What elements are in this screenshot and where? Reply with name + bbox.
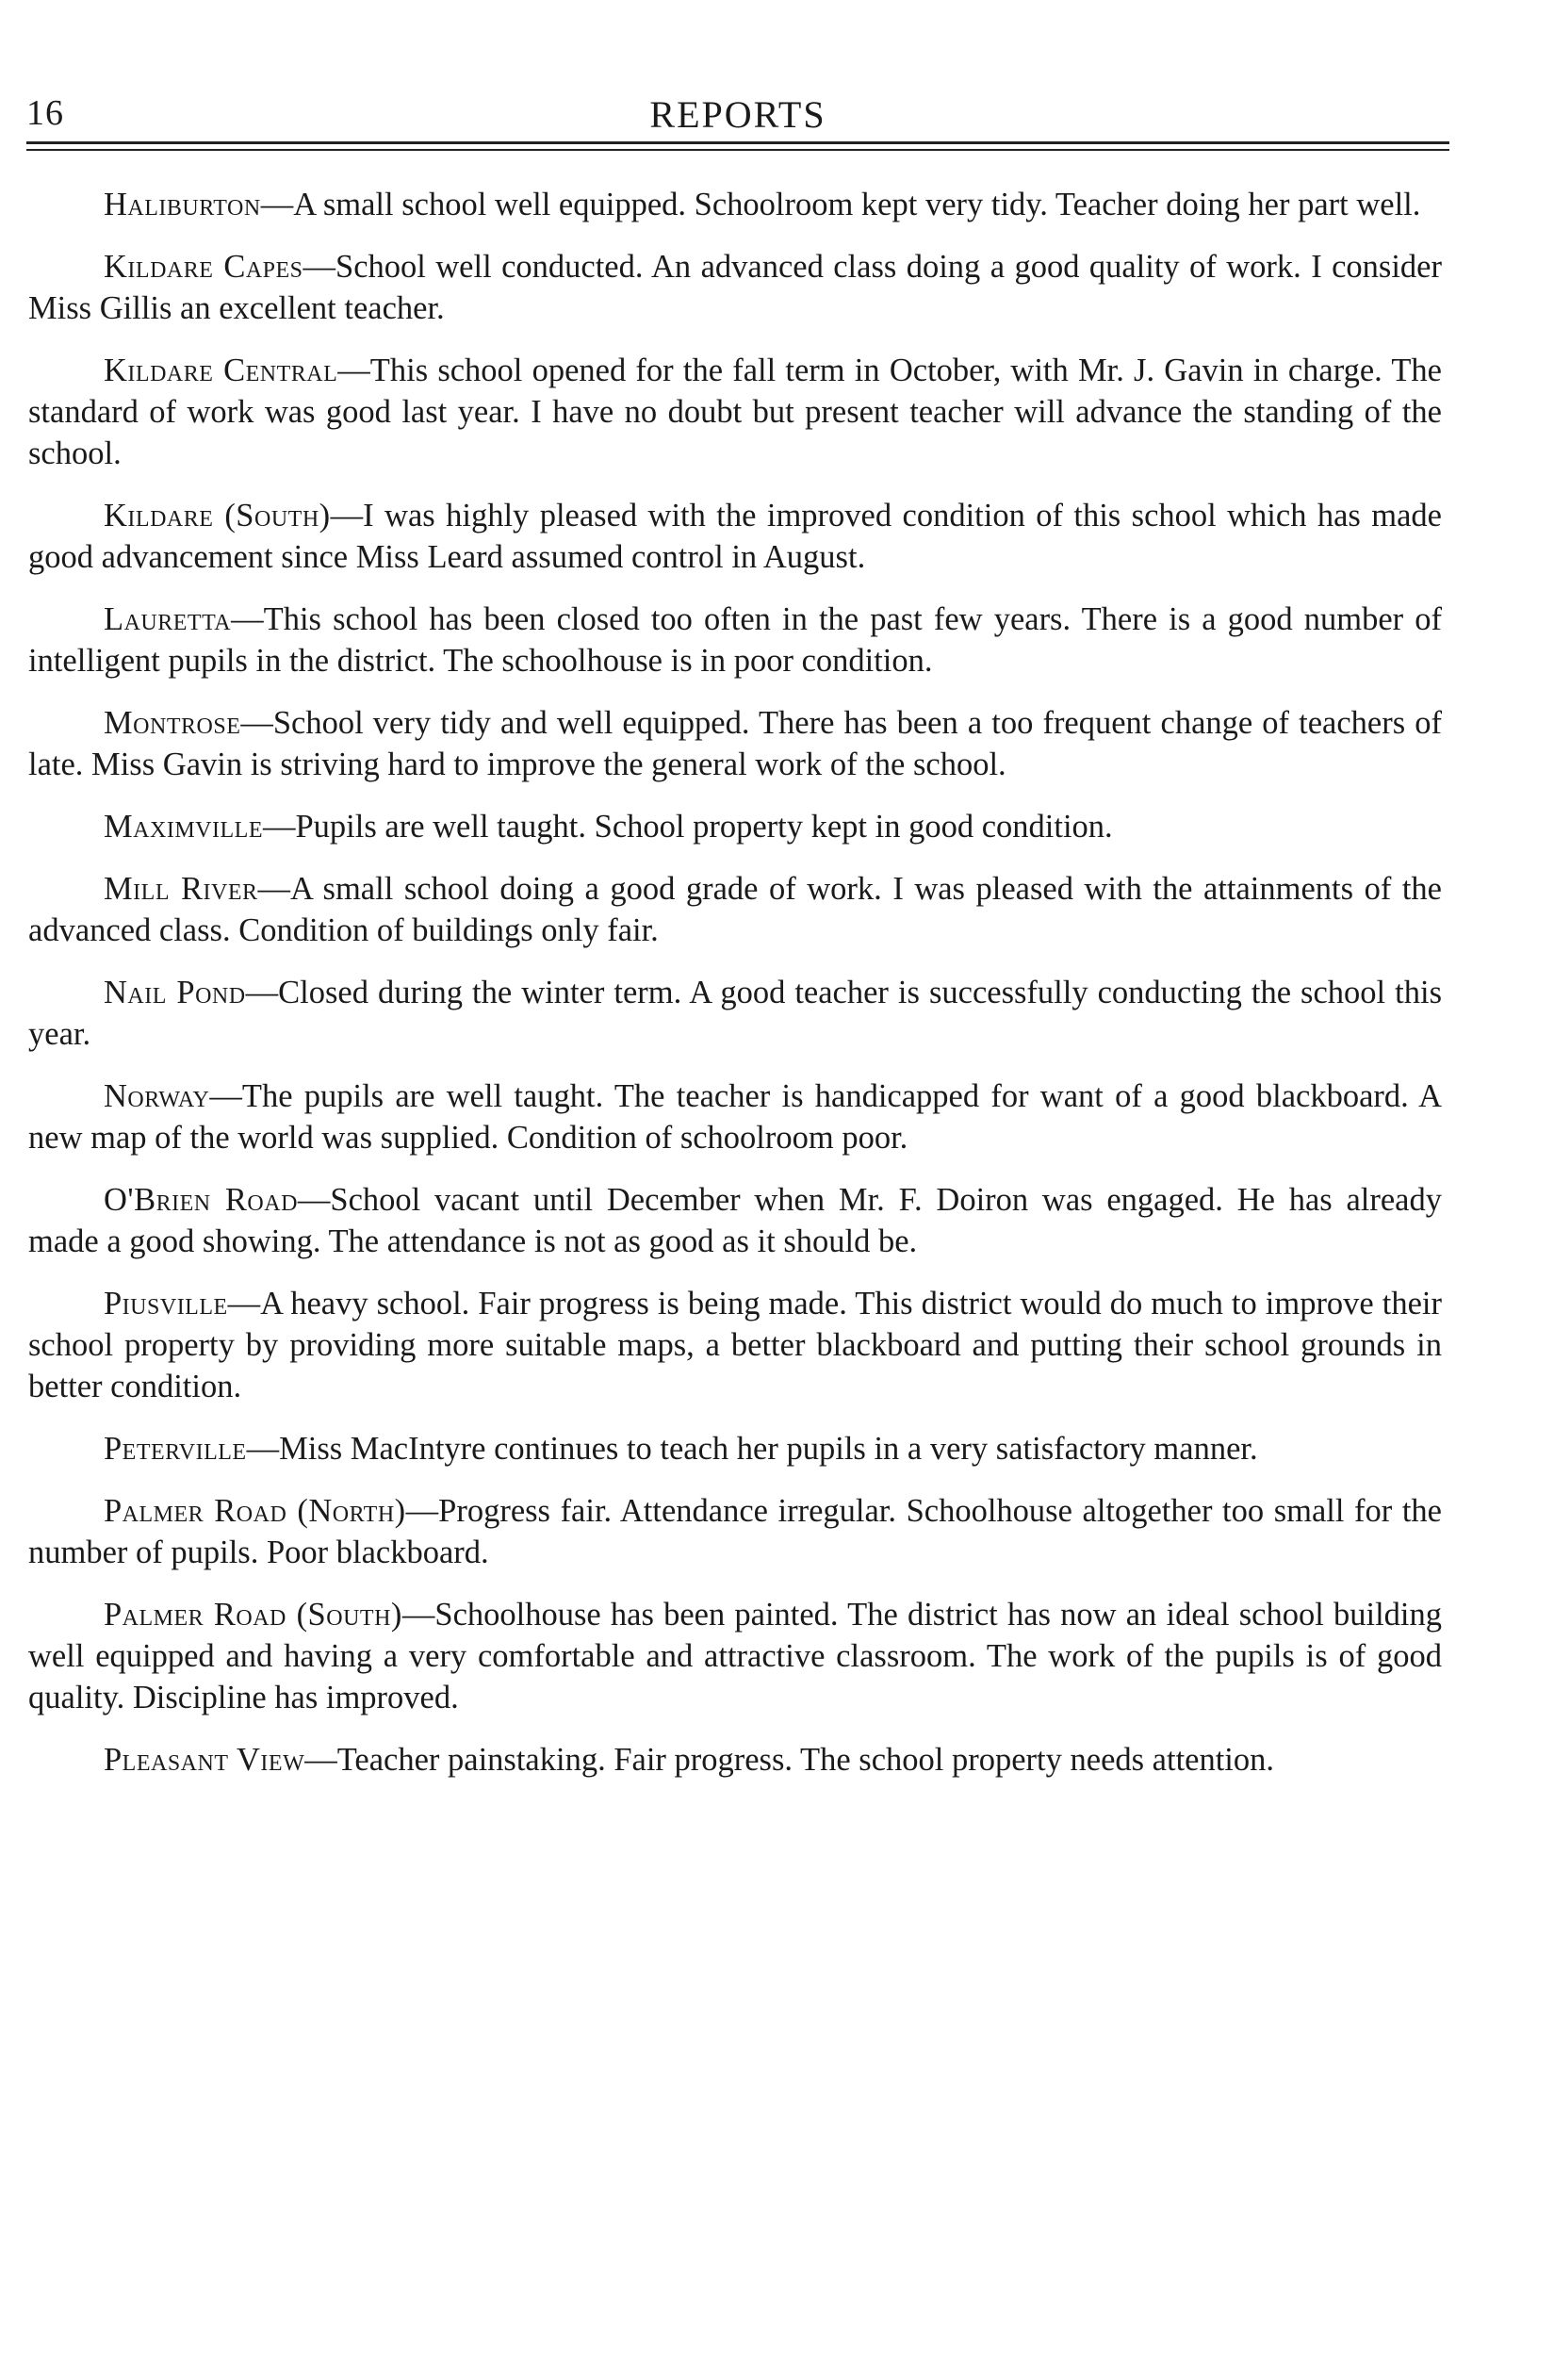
report-entry — [28, 1739, 1442, 1781]
report-entry — [28, 1428, 1442, 1469]
school-name: Kildare (South) — [104, 498, 331, 533]
report-entry — [28, 599, 1442, 681]
header-rule-thick — [26, 141, 1449, 144]
report-body — [28, 184, 1442, 1801]
report-entry — [28, 806, 1442, 847]
report-entry — [28, 495, 1442, 578]
school-report: —Progress fair. Attendance irregular. Schoolhouse altogether too small for the number of pupils. Poor blackboard. — [28, 1493, 1442, 1570]
school-name: Palmer Road (South) — [104, 1597, 402, 1633]
school-name: Maximville — [104, 809, 263, 845]
school-report: —This school has been closed too often in the past few years. There is a good number of intelligent pupils in the district. The schoolhouse is in poor condition. — [28, 601, 1442, 679]
school-report: —A heavy school. Fair progress is being made. This district would do much to improve their school property by providing more suitable maps, a better blackboard and putting their school grounds in better condition. — [28, 1286, 1442, 1404]
report-entry — [28, 1179, 1442, 1262]
school-report: —A small school doing a good grade of work. I was pleased with the attainments of the advanced class. Condition of buildings only fair. — [28, 871, 1442, 948]
school-report: —This school opened for the fall term in October, with Mr. J. Gavin in charge. The standard of work was good last year. I have no doubt but present teacher will advance the standing of the school. — [28, 353, 1442, 471]
report-entry — [28, 350, 1442, 474]
school-report: —Miss MacIntyre continues to teach her pupils in a very satisfactory manner. — [246, 1431, 1258, 1467]
report-entry — [28, 246, 1442, 329]
report-entry — [28, 1283, 1442, 1407]
school-name: Lauretta — [104, 601, 232, 637]
school-name: Kildare Central — [104, 353, 338, 388]
school-report: —Teacher painstaking. Fair progress. The school property needs attention. — [304, 1742, 1275, 1778]
school-name: Pleasant View — [104, 1742, 305, 1778]
report-entry — [28, 868, 1442, 951]
page-number: 16 — [26, 93, 64, 133]
school-name: Nail Pond — [104, 975, 246, 1010]
header-rule-thin — [26, 149, 1449, 151]
school-name: Haliburton — [104, 187, 261, 222]
report-entry — [28, 1594, 1442, 1718]
report-entry — [28, 972, 1442, 1055]
school-report: —School well conducted. An advanced class doing a good quality of work. I consider Miss Gillis an excellent teacher. — [28, 249, 1442, 326]
school-report: —Closed during the winter term. A good teacher is successfully conducting the school this year. — [28, 975, 1442, 1052]
report-entry — [28, 1075, 1442, 1158]
school-name: Montrose — [104, 705, 241, 741]
school-report: —Schoolhouse has been painted. The district has now an ideal school building well equipped and having a very comfortable and attractive classroom. The work of the pupils is of good quality. Discipline has improved. — [28, 1597, 1442, 1715]
school-name: Kildare Capes — [104, 249, 303, 285]
page-header — [26, 87, 1449, 143]
report-entry — [28, 1490, 1442, 1573]
school-name: Norway — [104, 1078, 210, 1114]
report-entry — [28, 184, 1442, 225]
school-name: O'Brien Road — [104, 1182, 298, 1218]
school-report: —School vacant until December when Mr. F. Doiron was engaged. He has already made a good showing. The attendance is not as good as it should be. — [28, 1182, 1442, 1259]
school-report: —I was highly pleased with the improved condition of this school which has made good advancement since Miss Leard assumed control in August. — [28, 498, 1442, 575]
report-entry — [28, 702, 1442, 785]
school-name: Palmer Road (North) — [104, 1493, 406, 1529]
school-report: —School very tidy and well equipped. There has been a too frequent change of teachers of late. Miss Gavin is striving hard to improve the general work of the school. — [28, 705, 1442, 782]
running-head: REPORTS — [649, 93, 826, 136]
school-name: Peterville — [104, 1431, 247, 1467]
school-report: —Pupils are well taught. School property kept in good condition. — [262, 809, 1113, 845]
school-name: Mill River — [104, 871, 258, 907]
school-report: —The pupils are well taught. The teacher is handicapped for want of a good blackboard. A new map of the world was supplied. Condition of schoolroom poor. — [28, 1078, 1442, 1156]
school-report: —A small school well equipped. Schoolroom kept very tidy. Teacher doing her part well. — [260, 187, 1421, 222]
school-name: Piusville — [104, 1286, 228, 1321]
